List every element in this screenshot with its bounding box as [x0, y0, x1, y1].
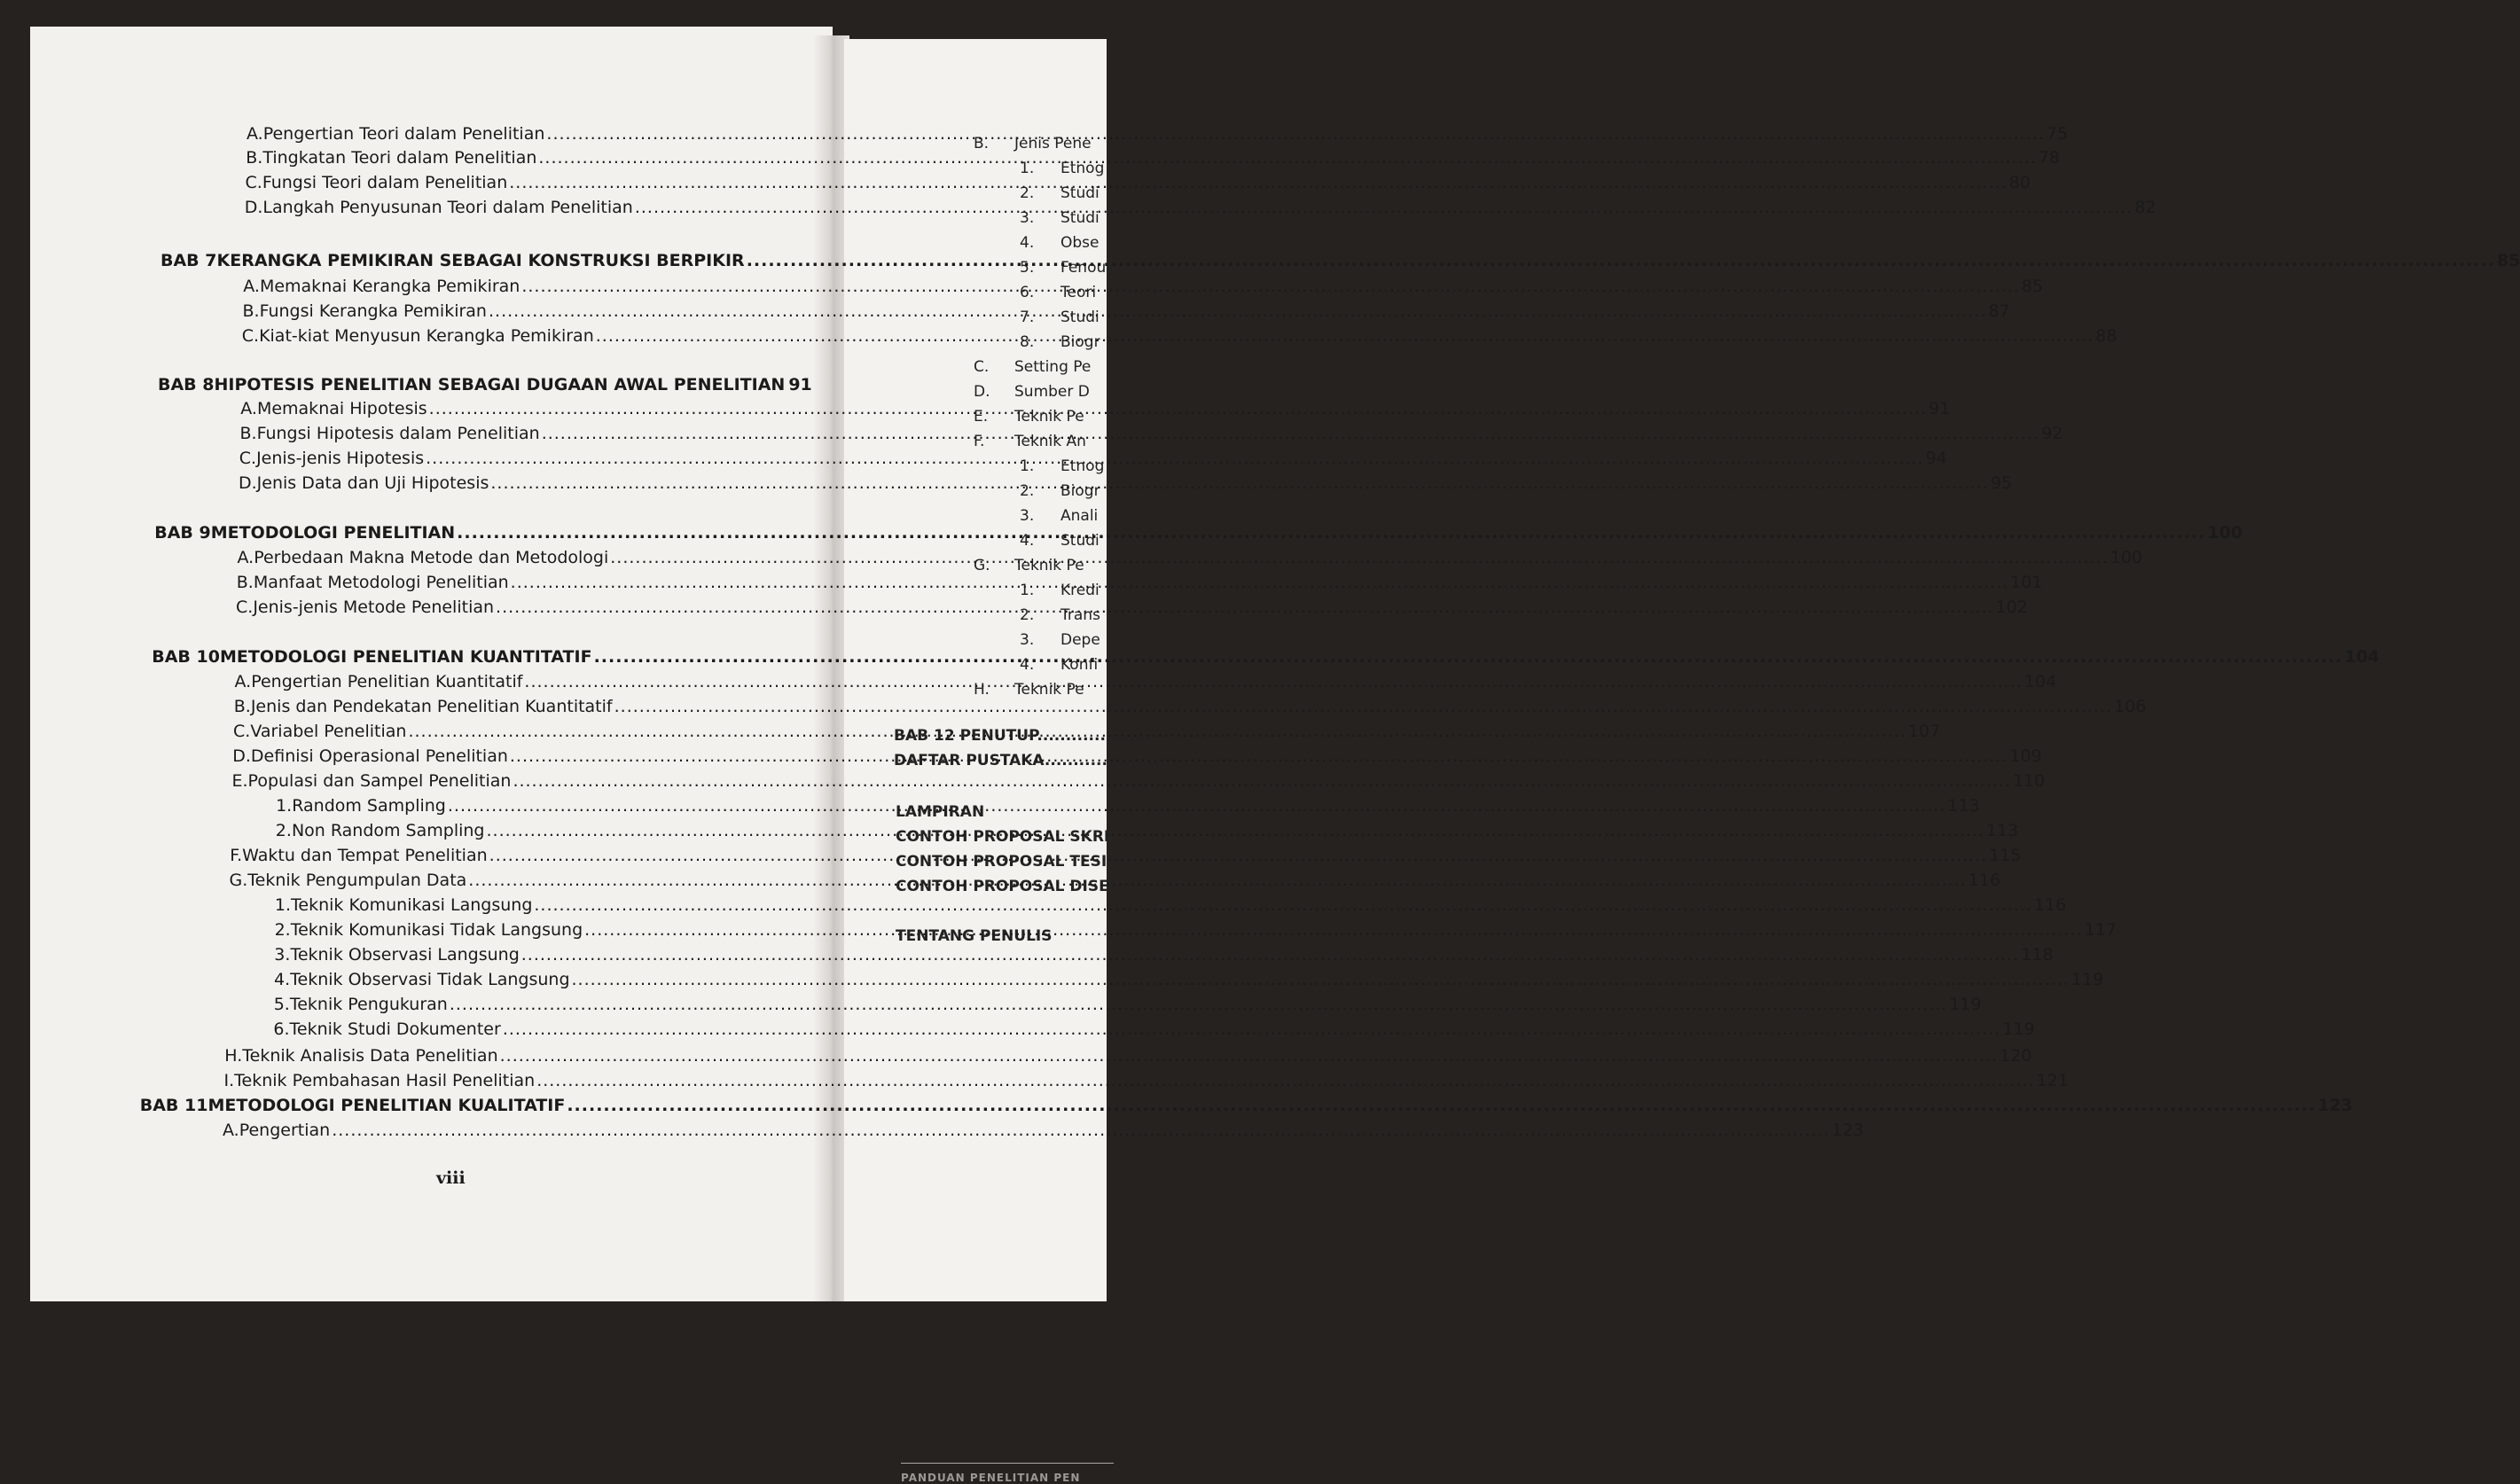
toc-entry-row — [223, 1071, 2069, 1090]
right-bab12: BAB 12 PENUTUP ..... — [894, 727, 1152, 745]
entry-marker: A. — [247, 124, 263, 144]
entry-page-number: 101 — [2010, 573, 2043, 592]
entry-marker: A. — [243, 277, 260, 296]
entry-title: Langkah Penyusunan Teori dalam Penelitian — [262, 198, 633, 217]
entry-page-number: 91 — [1929, 399, 1951, 418]
chapter-number: BAB 10 — [152, 647, 220, 667]
dot-leader — [524, 672, 2023, 691]
entry-page-number: 92 — [2041, 424, 2063, 443]
entry-title: Teknik Pengumpulan Data — [247, 871, 467, 890]
right-entry-title: Setting Pe — [1014, 358, 1092, 376]
right-entry-title: Etnog — [1060, 160, 1105, 177]
dot-leader — [584, 920, 2083, 940]
right-entry-title: Kredi — [1060, 582, 1100, 599]
entry-page-number: 118 — [2021, 945, 2054, 965]
entry-title: Jenis-jenis Metode Penelitian — [253, 598, 495, 617]
dot-leader — [538, 148, 2037, 168]
entry-title: Memaknai Kerangka Pemikiran — [259, 277, 520, 296]
entry-marker: C. — [233, 722, 251, 741]
toc-entry-row — [223, 1121, 1864, 1140]
dot-leader — [596, 326, 2094, 346]
dot-leader — [747, 251, 2495, 270]
right-entry-marker: E. — [974, 408, 989, 426]
entry-page-number: 106 — [2114, 697, 2147, 716]
right-entry-title: Depe — [1060, 631, 1100, 649]
entry-page-number: 102 — [1995, 598, 2028, 617]
right-entry-marker: 7. — [1020, 309, 1035, 326]
entry-page-number: 110 — [2012, 771, 2046, 791]
entry-page-number: 113 — [1947, 796, 1980, 816]
entry-page-number: 85 — [2496, 251, 2520, 270]
entry-marker: 2. — [275, 821, 292, 840]
dot-leader — [426, 449, 1924, 468]
right-daftar-pustaka: DAFTAR PUSTAKA ..... — [894, 752, 1159, 769]
right-entry-title: Teknik Pe — [1014, 557, 1084, 574]
toc-entry-row — [273, 1019, 2035, 1039]
right-entry-marker: 8. — [1020, 333, 1035, 351]
entry-page-number: 119 — [2071, 970, 2104, 989]
toc-entry-row — [224, 1046, 2032, 1066]
entry-title: Populasi dan Sampel Penelitian — [247, 771, 512, 791]
entry-marker: D. — [232, 746, 251, 766]
entry-marker: 2. — [274, 920, 291, 940]
entry-title: Teknik Analisis Data Penelitian — [242, 1046, 498, 1066]
right-entry-marker: 4. — [1020, 532, 1035, 550]
right-entry-title: Studi — [1060, 532, 1100, 550]
entry-title: Teknik Observasi Langsung — [290, 945, 520, 965]
right-entry-title: Teknik Pe — [1014, 408, 1084, 426]
entry-title: Teknik Observasi Tidak Langsung — [290, 970, 570, 989]
right-entry-title: Sumber D — [1014, 383, 1090, 401]
entry-marker: 3. — [274, 945, 291, 965]
right-entry-title: Teori — [1060, 284, 1097, 301]
entry-marker: A. — [237, 548, 254, 567]
toc-entry-row — [246, 148, 2061, 168]
entry-title: Manfaat Metodologi Penelitian — [253, 573, 509, 592]
dot-leader — [610, 548, 2109, 567]
toc-entry-row — [233, 697, 2147, 716]
entry-title: METODOLOGI PENELITIAN KUANTITATIF — [219, 647, 592, 667]
entry-title: Fungsi Hipotesis dalam Penelitian — [256, 424, 540, 443]
entry-page-number: 123 — [2317, 1096, 2353, 1115]
dot-leader — [503, 1019, 2001, 1039]
entry-marker: 4. — [274, 970, 291, 989]
toc-entry-row — [274, 945, 2054, 965]
entry-title: Pengertian Teori dalam Penelitian — [262, 124, 545, 144]
right-entry-marker: 3. — [1020, 209, 1035, 227]
entry-marker: B. — [242, 301, 260, 321]
entry-marker: 5. — [273, 995, 290, 1014]
chapter-number: BAB 11 — [139, 1096, 208, 1115]
entry-title: Jenis-jenis Hipotesis — [256, 449, 425, 468]
page-number: viii — [436, 1168, 466, 1188]
dot-leader — [489, 846, 1988, 865]
entry-marker: 1. — [276, 796, 293, 816]
dot-leader — [490, 473, 1989, 493]
entry-title: METODOLOGI PENELITIAN — [210, 523, 456, 543]
entry-page-number: 82 — [2134, 198, 2156, 217]
entry-page-number: 87 — [1988, 301, 2010, 321]
toc-chapter-row — [158, 375, 812, 394]
dot-leader — [468, 871, 1967, 890]
entry-marker: F. — [230, 846, 243, 865]
entry-marker: C. — [236, 598, 254, 617]
entry-title: Memaknai Hipotesis — [256, 399, 427, 418]
right-entry-marker: G. — [974, 557, 990, 574]
entry-page-number: 121 — [2036, 1071, 2069, 1090]
chapter-number: BAB 8 — [158, 375, 215, 394]
entry-title: KERANGKA PEMIKIRAN SEBAGAI KONSTRUKSI BERPIKIR — [216, 251, 745, 270]
dot-leader — [332, 1121, 1830, 1140]
entry-page-number: 109 — [2009, 746, 2042, 766]
entry-page-number: 113 — [1986, 821, 2019, 840]
dot-leader — [635, 198, 2133, 217]
entry-page-number: 91 — [788, 375, 812, 394]
dot-leader — [542, 424, 2040, 443]
entry-title: Teknik Komunikasi Tidak Langsung — [290, 920, 583, 940]
right-contoh-disertasi: CONTOH PROPOSAL DISE — [896, 878, 1109, 895]
entry-page-number: 107 — [1907, 722, 1941, 741]
dot-leader — [429, 399, 1928, 418]
entry-title: Perbedaan Makna Metode dan Metodologi — [254, 548, 609, 567]
dot-leader — [594, 647, 2343, 667]
entry-marker: D. — [244, 198, 263, 217]
dot-leader — [408, 722, 1906, 741]
right-toc-row — [1020, 234, 1100, 252]
chapter-number: BAB 9 — [154, 523, 211, 543]
right-entry-marker: 2. — [1020, 482, 1035, 500]
toc-chapter-row — [139, 1096, 2353, 1115]
dot-leader — [511, 573, 2009, 592]
right-entry-marker: 2. — [1020, 606, 1035, 624]
entry-title: Kiat-kiat Menyusun Kerangka Pemikiran — [259, 326, 594, 346]
right-toc-row — [974, 383, 1090, 401]
entry-page-number: 104 — [2023, 672, 2057, 691]
entry-marker: E. — [231, 771, 248, 791]
toc-entry-row — [231, 771, 2046, 791]
entry-title: Pengertian — [239, 1121, 331, 1140]
right-toc-row — [1020, 507, 1098, 525]
dot-leader — [536, 1071, 2035, 1090]
right-entry-marker: H. — [974, 681, 990, 699]
right-entry-marker: 2. — [1020, 184, 1035, 202]
right-entry-title: Teknik An — [1014, 433, 1086, 450]
right-entry-title: Studi — [1060, 309, 1100, 326]
entry-title: Teknik Studi Dokumenter — [289, 1019, 501, 1039]
dot-leader — [457, 523, 2205, 543]
right-entry-marker: F. — [974, 433, 985, 450]
entry-marker: C. — [241, 326, 260, 346]
entry-marker: B. — [233, 697, 251, 716]
dot-leader — [521, 277, 2020, 296]
right-toc-row — [974, 358, 1091, 376]
right-entry-title: Obse — [1060, 234, 1100, 252]
entry-page-number: 116 — [2033, 895, 2067, 915]
entry-page-number: 85 — [2021, 277, 2044, 296]
entry-title: Waktu dan Tempat Penelitian — [242, 846, 488, 865]
toc-entry-row — [273, 995, 1982, 1014]
dot-leader — [614, 697, 2113, 716]
entry-title: Teknik Komunikasi Langsung — [291, 895, 533, 915]
entry-title: Definisi Operasional Penelitian — [250, 746, 508, 766]
right-entry-marker: 1. — [1020, 582, 1035, 599]
entry-title: Pengertian Penelitian Kuantitatif — [251, 672, 523, 691]
dot-leader — [572, 970, 2070, 989]
toc-entry-row — [244, 198, 2156, 217]
entry-marker: A. — [240, 399, 257, 418]
dot-leader — [534, 895, 2032, 915]
right-entry-title: Biogr — [1060, 482, 1100, 500]
entry-page-number: 119 — [2002, 1019, 2035, 1039]
right-entry-title: Fenou — [1060, 259, 1107, 277]
entry-title: Fungsi Teori dalam Penelitian — [262, 173, 508, 192]
dot-leader — [448, 796, 1946, 816]
right-lampiran: LAMPIRAN — [896, 803, 985, 821]
right-entry-title: Teknik Pe — [1014, 681, 1084, 699]
entry-page-number: 119 — [1949, 995, 1982, 1014]
entry-title: Random Sampling — [292, 796, 446, 816]
entry-title: Teknik Pembahasan Hasil Penelitian — [234, 1071, 536, 1090]
entry-page-number: 88 — [2095, 326, 2117, 346]
dot-leader — [450, 995, 1948, 1014]
entry-title: Jenis Data dan Uji Hipotesis — [256, 473, 489, 493]
right-entry-title: Konfi — [1060, 656, 1099, 674]
right-contoh-tesis: CONTOH PROPOSAL TESI — [896, 853, 1107, 871]
entry-page-number: 104 — [2344, 647, 2380, 667]
entry-page-number: 117 — [2084, 920, 2117, 940]
entry-page-number: 78 — [2038, 148, 2061, 168]
entry-page-number: 115 — [1989, 846, 2022, 865]
dot-leader — [500, 1046, 1999, 1066]
right-entry-title: Studi — [1060, 209, 1100, 227]
right-entry-title: Etnog — [1060, 457, 1105, 475]
entry-title: Variabel Penelitian — [250, 722, 407, 741]
right-entry-title: Jenis Pene — [1014, 135, 1092, 152]
entry-marker: I. — [223, 1071, 235, 1090]
dot-leader — [487, 821, 1985, 840]
entry-page-number: 100 — [2207, 523, 2243, 543]
entry-page-number: 95 — [1990, 473, 2013, 493]
right-entry-title: Biogr — [1060, 333, 1100, 351]
entry-page-number: 116 — [1968, 871, 2001, 890]
entry-marker: C. — [245, 173, 262, 192]
right-entry-marker: 3. — [1020, 507, 1035, 525]
right-contoh-skripsi: CONTOH PROPOSAL SKRI — [896, 828, 1110, 846]
entry-marker: A. — [223, 1121, 239, 1140]
entry-page-number: 94 — [1925, 449, 1947, 468]
toc-entry-row — [274, 970, 2104, 989]
entry-title: Non Random Sampling — [291, 821, 485, 840]
right-entry-marker: 5. — [1020, 259, 1035, 277]
dot-leader — [567, 1096, 2315, 1115]
right-entry-marker: 1. — [1020, 160, 1035, 177]
right-entry-marker: B. — [974, 135, 990, 152]
right-entry-marker: 4. — [1020, 234, 1035, 252]
entry-page-number: 75 — [2046, 124, 2069, 144]
right-footer-rule — [901, 1463, 1114, 1464]
right-entry-title: Anali — [1060, 507, 1099, 525]
entry-title: Tingkatan Teori dalam Penelitian — [262, 148, 537, 168]
entry-marker: B. — [239, 424, 257, 443]
chapter-number: BAB 7 — [160, 251, 217, 270]
entry-marker: D. — [239, 473, 257, 493]
dot-leader — [513, 771, 2011, 791]
right-entry-marker: C. — [974, 358, 990, 376]
entry-page-number: 80 — [2008, 173, 2031, 192]
entry-marker: A. — [234, 672, 252, 691]
entry-title: Fungsi Kerangka Pemikiran — [259, 301, 487, 321]
entry-page-number: 100 — [2109, 548, 2143, 567]
entry-marker: B. — [236, 573, 254, 592]
dot-leader — [489, 301, 1987, 321]
right-entry-title: Trans — [1060, 606, 1100, 624]
right-entry-title: Studi — [1060, 184, 1100, 202]
dot-leader — [496, 598, 1994, 617]
right-tentang-penulis: TENTANG PENULIS — [896, 927, 1053, 945]
right-entry-marker: 1. — [1020, 457, 1035, 475]
dot-leader — [509, 173, 2007, 192]
entry-marker: 6. — [273, 1019, 290, 1039]
entry-title: Teknik Pengukuran — [289, 995, 448, 1014]
right-toc-row — [1020, 631, 1100, 649]
right-entry-marker: D. — [974, 383, 990, 401]
right-entry-marker: 3. — [1020, 631, 1035, 649]
dot-leader — [546, 124, 2045, 144]
entry-marker: H. — [224, 1046, 243, 1066]
entry-marker: 1. — [274, 895, 292, 915]
entry-page-number: 123 — [1831, 1121, 1864, 1140]
dot-leader — [510, 746, 2008, 766]
entry-title: HIPOTESIS PENELITIAN SEBAGAI DUGAAN AWAL PENELITIAN — [214, 375, 786, 394]
entry-page-number: 120 — [2000, 1046, 2032, 1066]
toc-entry-row — [245, 173, 2031, 192]
entry-marker: B. — [246, 148, 263, 168]
toc-entry-row — [274, 895, 2067, 915]
entry-marker: C. — [239, 449, 257, 468]
right-running-footer: PANDUAN PENELITIAN PEN — [901, 1472, 1081, 1484]
entry-title: METODOLOGI PENELITIAN KUALITATIF — [207, 1096, 566, 1115]
dot-leader — [521, 945, 2020, 965]
right-entry-marker: 6. — [1020, 284, 1035, 301]
entry-marker: G. — [229, 871, 248, 890]
right-entry-marker: 4. — [1020, 656, 1035, 674]
entry-title: Jenis dan Pendekatan Penelitian Kuantitatif — [250, 697, 613, 716]
